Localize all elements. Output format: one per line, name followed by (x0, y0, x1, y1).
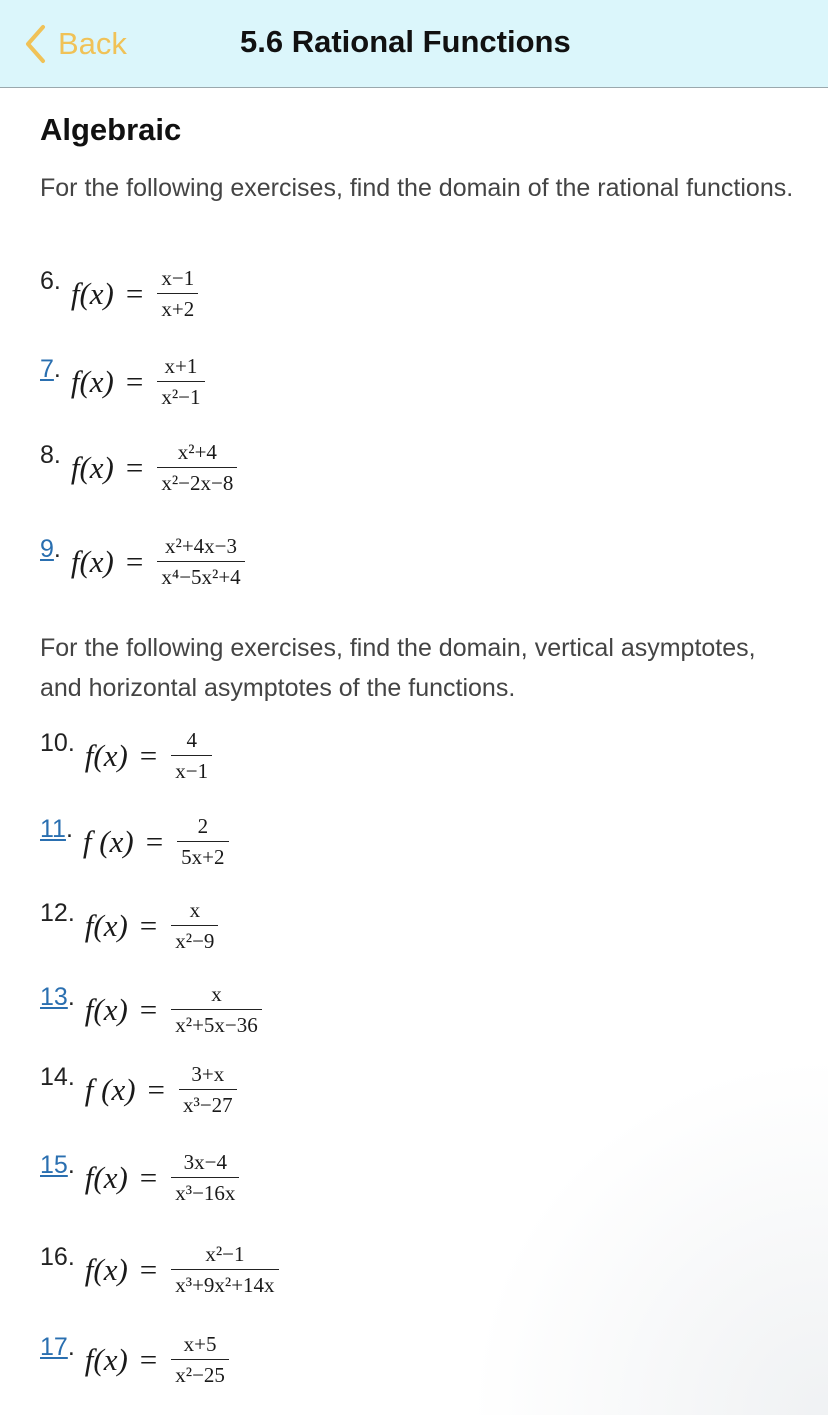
fraction-bar (157, 381, 204, 382)
exercise-formula (71, 354, 205, 409)
equals-sign: = (139, 737, 158, 773)
equals-sign: = (139, 907, 158, 943)
chevron-left-icon (24, 24, 46, 64)
denominator: x²−2x−8 (161, 471, 234, 495)
exercise-number-dot: . (67, 1333, 75, 1361)
fraction-bar (171, 1359, 229, 1360)
function-name: f (x) (82, 823, 134, 859)
equals-sign: = (139, 1159, 158, 1195)
instructions-paragraph-2: For the following exercises, find the domain, vertical asymptotes, and horizontal asymptotes of the functions. (40, 634, 756, 702)
exercise-number-dot: . (53, 355, 61, 383)
equals-sign: = (139, 1341, 158, 1377)
numerator: x²+4x−3 (165, 534, 238, 558)
exercise-number (40, 898, 75, 928)
exercise-item-8 (40, 440, 237, 495)
exercise-formula (85, 898, 219, 953)
exercise-number (40, 1062, 75, 1092)
page-title: 5.6 Rational Functions (240, 24, 571, 59)
exercise-item-17 (40, 1332, 229, 1387)
exercise-formula (71, 440, 238, 495)
exercise-item-11 (40, 814, 229, 869)
exercise-number-dot: . (65, 815, 73, 843)
denominator: x+2 (161, 297, 195, 321)
exercise-number-text[interactable]: 13 (40, 983, 68, 1011)
numerator: x²−1 (205, 1242, 245, 1266)
exercise-formula (71, 534, 245, 589)
exercise-answer-link[interactable] (40, 1150, 75, 1180)
exercise-number-dot: . (53, 535, 61, 563)
function-name: f(x) (84, 907, 128, 943)
equals-sign: = (147, 1071, 166, 1107)
denominator: x²+5x−36 (175, 1013, 258, 1037)
exercise-formula (83, 814, 229, 869)
equals-sign: = (125, 275, 144, 311)
fraction (171, 728, 212, 783)
exercise-number-dot: . (67, 899, 75, 927)
numerator: x+5 (183, 1332, 217, 1356)
function-name: f(x) (84, 1159, 128, 1195)
function-name: f(x) (70, 363, 114, 399)
equals-sign: = (125, 449, 144, 485)
exercise-formula (85, 728, 212, 783)
exercise-number-text[interactable]: 17 (40, 1333, 68, 1361)
function-name: f(x) (84, 991, 128, 1027)
fraction (171, 1242, 278, 1297)
denominator: 5x+2 (181, 845, 225, 869)
function-name: f(x) (70, 449, 114, 485)
exercise-number-text[interactable]: 7 (40, 355, 54, 383)
back-button[interactable] (24, 22, 127, 66)
instructions-paragraph-1: For the following exercises, find the domain of the rational functions. (40, 174, 794, 202)
exercise-number-text[interactable]: 11 (40, 815, 66, 843)
exercise-number-dot: . (67, 1151, 75, 1179)
exercise-item-14 (40, 1062, 237, 1117)
exercise-number-text[interactable]: 9 (40, 535, 54, 563)
denominator: x³−27 (183, 1093, 233, 1117)
exercise-number-dot: . (67, 729, 75, 757)
exercise-number-dot: . (67, 983, 75, 1011)
exercise-number-text: 12 (40, 899, 68, 927)
exercise-number-dot: . (53, 267, 61, 295)
exercise-formula (85, 1332, 229, 1387)
exercise-item-16 (40, 1242, 279, 1297)
denominator: x³+9x²+14x (175, 1273, 275, 1297)
background-shade (468, 1055, 828, 1415)
fraction (157, 440, 237, 495)
denominator: x−1 (175, 759, 209, 783)
numerator: 4 (186, 728, 197, 752)
exercise-answer-link[interactable] (40, 354, 61, 384)
function-name: f(x) (84, 737, 128, 773)
exercise-number-dot: . (67, 1063, 75, 1091)
exercise-item-10 (40, 728, 212, 783)
fraction-bar (157, 561, 244, 562)
fraction-bar (157, 467, 237, 468)
exercise-item-13 (40, 982, 262, 1037)
exercise-number-dot: . (67, 1243, 75, 1271)
exercise-formula (85, 982, 262, 1037)
function-name: f(x) (70, 543, 114, 579)
back-button-label: Back (58, 26, 127, 61)
exercise-formula (85, 1150, 240, 1205)
exercise-number-text: 8 (40, 441, 54, 469)
exercise-number (40, 440, 61, 470)
denominator: x²−9 (175, 929, 215, 953)
fraction-bar (171, 755, 212, 756)
exercise-number-text: 10 (40, 729, 68, 757)
navigation-bar (0, 0, 828, 88)
exercise-number-text: 16 (40, 1243, 68, 1271)
fraction (157, 534, 244, 589)
exercise-formula (85, 1242, 279, 1297)
denominator: x²−1 (161, 385, 201, 409)
fraction-bar (171, 1269, 278, 1270)
denominator: x²−25 (175, 1363, 225, 1387)
exercise-formula (71, 266, 198, 321)
fraction-bar (171, 1009, 261, 1010)
exercise-number-text[interactable]: 15 (40, 1151, 68, 1179)
function-name: f (x) (84, 1071, 136, 1107)
exercise-item-15 (40, 1150, 239, 1205)
equals-sign: = (125, 543, 144, 579)
function-name: f(x) (70, 275, 114, 311)
fraction-bar (157, 293, 198, 294)
fraction-bar (179, 1089, 237, 1090)
fraction (171, 1332, 229, 1387)
function-name: f(x) (84, 1341, 128, 1377)
exercise-answer-link[interactable] (40, 982, 75, 1012)
numerator: x+1 (164, 354, 198, 378)
fraction-bar (177, 841, 228, 842)
exercise-number-dot: . (53, 441, 61, 469)
exercise-number-text: 14 (40, 1063, 68, 1091)
exercise-answer-link[interactable] (40, 814, 73, 844)
exercise-number-text: 6 (40, 267, 54, 295)
equals-sign: = (125, 363, 144, 399)
fraction-bar (171, 1177, 239, 1178)
numerator: x (211, 982, 222, 1006)
fraction (157, 266, 198, 321)
exercise-item-7 (40, 354, 205, 409)
numerator: 3+x (191, 1062, 225, 1086)
numerator: 2 (197, 814, 209, 838)
fraction-bar (171, 925, 218, 926)
exercise-answer-link[interactable] (40, 534, 61, 564)
instructions-block-2 (40, 628, 800, 708)
numerator: 3x−4 (183, 1150, 228, 1174)
exercise-item-9 (40, 534, 245, 589)
exercise-item-12 (40, 898, 218, 953)
exercise-number (40, 1242, 75, 1272)
exercise-number (40, 728, 75, 758)
section-heading: Algebraic (40, 112, 182, 147)
fraction (171, 982, 261, 1037)
exercise-number (40, 266, 61, 296)
numerator: x²+4 (177, 440, 217, 464)
equals-sign: = (145, 823, 164, 859)
numerator: x−1 (161, 266, 195, 290)
numerator: x (189, 898, 201, 922)
equals-sign: = (139, 1251, 158, 1287)
exercise-item-6 (40, 266, 198, 321)
denominator: x³−16x (175, 1181, 236, 1205)
exercise-formula (85, 1062, 237, 1117)
fraction (179, 1062, 237, 1117)
equals-sign: = (139, 991, 158, 1027)
fraction (157, 354, 204, 409)
exercise-answer-link[interactable] (40, 1332, 75, 1362)
fraction (177, 814, 228, 869)
fraction (171, 1150, 239, 1205)
content-area (40, 108, 800, 208)
fraction (171, 898, 218, 953)
function-name: f(x) (84, 1251, 128, 1287)
denominator: x⁴−5x²+4 (161, 565, 241, 589)
